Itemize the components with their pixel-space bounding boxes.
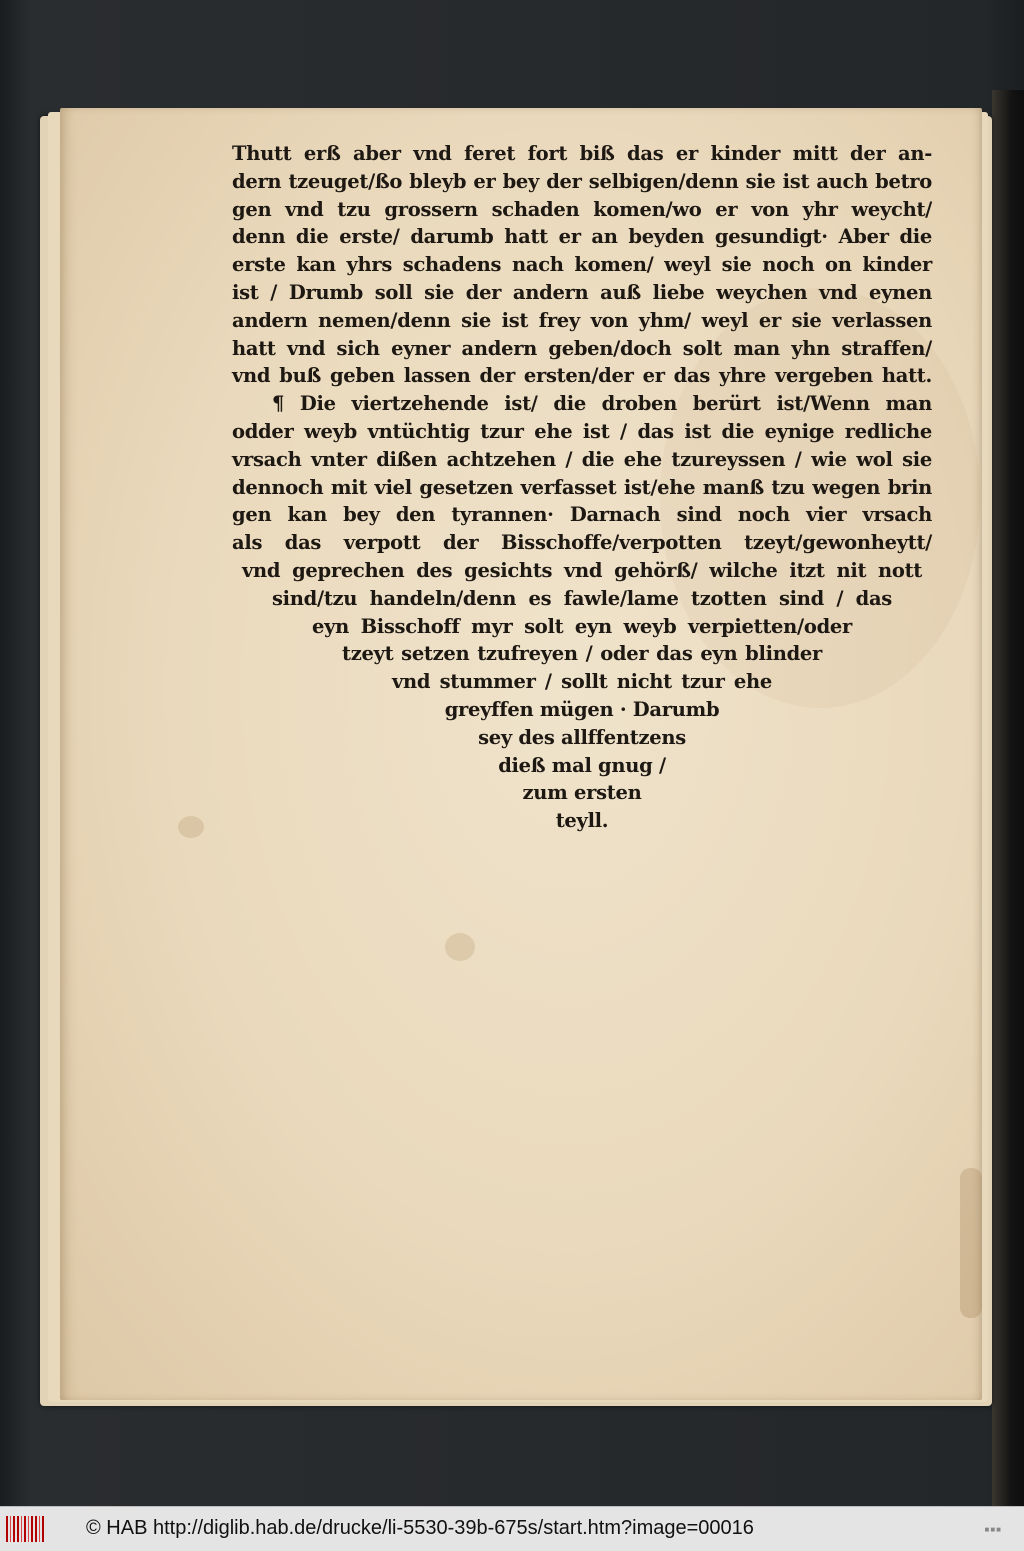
text-line: odder weyb vntüchtig tzur ehe ist / das ist die eynige redliche <box>232 419 932 443</box>
printed-text-block <box>232 140 932 835</box>
text-line: denn die erste/ darumb hatt er an beyden gesundigt· Aber die <box>232 225 932 249</box>
paper-stain <box>960 1168 982 1318</box>
text-line: eyn Bisschoff myr solt eyn weyb verpietten/oder <box>312 614 852 638</box>
text-line: teyll. <box>555 809 609 833</box>
text-line: tzeyt setzen tzufreyen / oder das eyn blinder <box>342 642 822 666</box>
text-line: dennoch mit viel gesetzen verfasset ist/ehe manß tzu wegen brin <box>232 475 932 499</box>
paper-stain <box>178 816 204 838</box>
text-line: greyffen mügen · Darumb <box>444 697 720 721</box>
text-line: vnd geprechen des gesichts vnd gehörß/ wilche itzt nit nott <box>242 558 922 582</box>
text-line: Thutt erß aber vnd feret fort biß das er kinder mitt der an- <box>232 142 932 165</box>
text-line-paragraph-start: ¶ Die viertzehende ist/ die droben berürt ist/Wenn man <box>272 392 932 416</box>
text-line: vrsach vnter dißen achtzehen / die ehe tzureyssen / wie wol sie <box>232 447 932 471</box>
text-line: vnd buß geben lassen der ersten/der er das yhre vergeben hatt. <box>232 364 932 388</box>
copyright-link[interactable]: © HAB http://diglib.hab.de/drucke/li-5530-39b-675s/start.htm?image=00016 <box>86 1517 754 1539</box>
text-line: hatt vnd sich eyner andern geben/doch solt man yhn straffen/ <box>232 336 932 360</box>
text-line: zum ersten <box>522 781 642 805</box>
text-line: erste kan yhrs schadens nach komen/ weyl sie noch on kinder <box>232 253 932 277</box>
text-line: ist / Drumb soll sie der andern auß liebe weychen vnd eynen <box>232 280 932 304</box>
paper-stain <box>445 933 475 961</box>
text-line: gen vnd tzu grossern schaden komen/wo er von yhr weycht/ <box>232 197 932 221</box>
text-line: vnd stummer / sollt nicht tzur ehe <box>392 670 772 694</box>
text-line: dieß mal gnug / <box>498 753 666 777</box>
book-right-edge <box>992 90 1024 1506</box>
text-line: sind/tzu handeln/denn es fawle/lame tzotten sind / das <box>272 586 892 610</box>
hab-barcode-logo-icon <box>6 1516 44 1542</box>
text-line: andern nemen/denn sie ist frey von yhm/ weyl er sie verlassen <box>232 308 932 332</box>
footer-dots-icon: ■■■ <box>984 1525 1002 1534</box>
text-line: dern tzeuget/ßo bleyb er bey der selbigen/denn sie ist auch betro <box>232 169 932 193</box>
text-line: als das verpott der Bisschoffe/verpotten tzeyt/gewonheytt/ <box>232 531 932 555</box>
text-line: gen kan bey den tyrannen· Darnach sind noch vier vrsach <box>232 503 932 527</box>
text-line: sey des allffentzens <box>478 725 686 749</box>
footer-bar <box>0 1506 1024 1551</box>
